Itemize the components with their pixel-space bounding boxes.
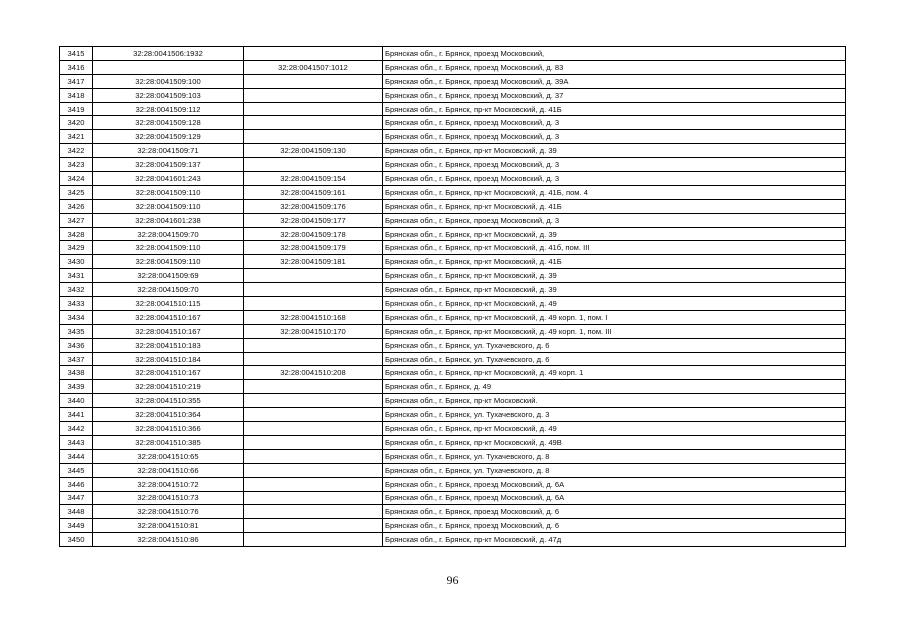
cadastral-number-cell	[93, 60, 244, 74]
cadastral-number-cell: 32:28:0041509:110	[93, 255, 244, 269]
linked-cadastral-number-cell	[244, 74, 383, 88]
row-number-cell: 3422	[60, 144, 93, 158]
address-cell: Брянская обл., г. Брянск, пр-кт Московский, д. 41Б	[383, 199, 846, 213]
linked-cadastral-number-cell	[244, 477, 383, 491]
table-row	[60, 297, 846, 311]
address-cell: Брянская обл., г. Брянск, ул. Тухачевского, д. 3	[383, 408, 846, 422]
table-row	[60, 477, 846, 491]
linked-cadastral-number-cell	[244, 380, 383, 394]
table-row	[60, 463, 846, 477]
address-cell: Брянская обл., г. Брянск, д. 49	[383, 380, 846, 394]
row-number-cell: 3445	[60, 463, 93, 477]
row-number-cell: 3421	[60, 130, 93, 144]
linked-cadastral-number-cell	[244, 422, 383, 436]
linked-cadastral-number-cell: 32:28:0041509:177	[244, 213, 383, 227]
row-number-cell: 3438	[60, 366, 93, 380]
row-number-cell: 3442	[60, 422, 93, 436]
row-number-cell: 3432	[60, 283, 93, 297]
page-number: 96	[446, 573, 459, 587]
cadastral-number-cell: 32:28:0041510:73	[93, 491, 244, 505]
linked-cadastral-number-cell	[244, 47, 383, 61]
row-number-cell: 3447	[60, 491, 93, 505]
cadastral-number-cell: 32:28:0041510:364	[93, 408, 244, 422]
linked-cadastral-number-cell	[244, 297, 383, 311]
linked-cadastral-number-cell: 32:28:0041509:179	[244, 241, 383, 255]
row-number-cell: 3439	[60, 380, 93, 394]
linked-cadastral-number-cell	[244, 408, 383, 422]
row-number-cell: 3449	[60, 519, 93, 533]
cadastral-number-cell: 32:28:0041506:1932	[93, 47, 244, 61]
table-row	[60, 422, 846, 436]
address-cell: Брянская обл., г. Брянск, пр-кт Московский, д. 49 корп. 1, пом. I	[383, 310, 846, 324]
row-number-cell: 3429	[60, 241, 93, 255]
cadastral-number-cell: 32:28:0041509:110	[93, 199, 244, 213]
cadastral-number-cell: 32:28:0041510:355	[93, 394, 244, 408]
cadastral-number-cell: 32:28:0041509:70	[93, 283, 244, 297]
table-row	[60, 449, 846, 463]
address-cell: Брянская обл., г. Брянск, проезд Московский, д. 6А	[383, 491, 846, 505]
cadastral-number-cell: 32:28:0041509:71	[93, 144, 244, 158]
cadastral-number-cell: 32:28:0041601:238	[93, 213, 244, 227]
linked-cadastral-number-cell	[244, 449, 383, 463]
address-cell: Брянская обл., г. Брянск, пр-кт Московский, д. 41Б	[383, 102, 846, 116]
row-number-cell: 3419	[60, 102, 93, 116]
linked-cadastral-number-cell	[244, 491, 383, 505]
linked-cadastral-number-cell	[244, 158, 383, 172]
address-cell: Брянская обл., г. Брянск, пр-кт Московский, д. 47д	[383, 533, 846, 547]
address-cell: Брянская обл., г. Брянск, ул. Тухачевского, д. 6	[383, 352, 846, 366]
row-number-cell: 3417	[60, 74, 93, 88]
address-cell: Брянская обл., г. Брянск, проезд Московский, д. 3	[383, 213, 846, 227]
row-number-cell: 3416	[60, 60, 93, 74]
address-cell: Брянская обл., г. Брянск, ул. Тухачевского, д. 8	[383, 449, 846, 463]
table-row	[60, 47, 846, 61]
table-row	[60, 408, 846, 422]
table-row	[60, 199, 846, 213]
row-number-cell: 3418	[60, 88, 93, 102]
address-cell: Брянская обл., г. Брянск, пр-кт Московский, д. 39	[383, 283, 846, 297]
linked-cadastral-number-cell: 32:28:0041509:154	[244, 172, 383, 186]
address-cell: Брянская обл., г. Брянск, пр-кт Московский, д. 49	[383, 297, 846, 311]
row-number-cell: 3433	[60, 297, 93, 311]
table-row	[60, 172, 846, 186]
address-cell: Брянская обл., г. Брянск, пр-кт Московский, д. 41Б	[383, 255, 846, 269]
linked-cadastral-number-cell	[244, 505, 383, 519]
table-row	[60, 60, 846, 74]
linked-cadastral-number-cell	[244, 352, 383, 366]
table-row	[60, 185, 846, 199]
linked-cadastral-number-cell	[244, 116, 383, 130]
address-cell: Брянская обл., г. Брянск, пр-кт Московский, д. 49 корп. 1, пом. III	[383, 324, 846, 338]
table-row	[60, 144, 846, 158]
cadastral-number-cell: 32:28:0041510:115	[93, 297, 244, 311]
address-cell: Брянская обл., г. Брянск, пр-кт Московский, д. 39	[383, 227, 846, 241]
row-number-cell: 3426	[60, 199, 93, 213]
address-cell: Брянская обл., г. Брянск, проезд Московский, д. 3	[383, 116, 846, 130]
row-number-cell: 3427	[60, 213, 93, 227]
table-row	[60, 505, 846, 519]
table-row	[60, 130, 846, 144]
cadastral-number-cell: 32:28:0041510:366	[93, 422, 244, 436]
cadastral-number-cell: 32:28:0041509:112	[93, 102, 244, 116]
linked-cadastral-number-cell	[244, 519, 383, 533]
cadastral-number-cell: 32:28:0041510:167	[93, 310, 244, 324]
linked-cadastral-number-cell	[244, 102, 383, 116]
address-cell: Брянская обл., г. Брянск, проезд Московский, д. 3	[383, 172, 846, 186]
cadastral-number-cell: 32:28:0041510:66	[93, 463, 244, 477]
cadastral-number-cell: 32:28:0041510:385	[93, 435, 244, 449]
table-row	[60, 519, 846, 533]
table-row	[60, 269, 846, 283]
linked-cadastral-number-cell: 32:28:0041507:1012	[244, 60, 383, 74]
table-row	[60, 255, 846, 269]
linked-cadastral-number-cell: 32:28:0041510:208	[244, 366, 383, 380]
table-row	[60, 310, 846, 324]
address-cell: Брянская обл., г. Брянск, проезд Московский, д. 6	[383, 505, 846, 519]
row-number-cell: 3430	[60, 255, 93, 269]
linked-cadastral-number-cell: 32:28:0041509:176	[244, 199, 383, 213]
address-cell: Брянская обл., г. Брянск, проезд Московский, д. 37	[383, 88, 846, 102]
linked-cadastral-number-cell	[244, 130, 383, 144]
cadastral-number-cell: 32:28:0041509:129	[93, 130, 244, 144]
address-cell: Брянская обл., г. Брянск, пр-кт Московский, д. 39	[383, 144, 846, 158]
table-row	[60, 241, 846, 255]
row-number-cell: 3443	[60, 435, 93, 449]
cadastral-number-cell: 32:28:0041509:110	[93, 241, 244, 255]
table-row	[60, 213, 846, 227]
address-cell: Брянская обл., г. Брянск, ул. Тухачевского, д. 6	[383, 338, 846, 352]
linked-cadastral-number-cell: 32:28:0041510:168	[244, 310, 383, 324]
row-number-cell: 3440	[60, 394, 93, 408]
address-cell: Брянская обл., г. Брянск, проезд Московский, д. 6	[383, 519, 846, 533]
address-cell: Брянская обл., г. Брянск, пр-кт Московский.	[383, 394, 846, 408]
cadastral-number-cell: 32:28:0041510:219	[93, 380, 244, 394]
linked-cadastral-number-cell: 32:28:0041509:161	[244, 185, 383, 199]
linked-cadastral-number-cell	[244, 338, 383, 352]
table-row	[60, 352, 846, 366]
table-row	[60, 491, 846, 505]
cadastral-number-cell: 32:28:0041510:184	[93, 352, 244, 366]
table-row	[60, 366, 846, 380]
address-cell: Брянская обл., г. Брянск, проезд Московский, д. 83	[383, 60, 846, 74]
table-row	[60, 324, 846, 338]
cadastral-table	[59, 46, 846, 547]
address-cell: Брянская обл., г. Брянск, пр-кт Московский, д. 49	[383, 422, 846, 436]
row-number-cell: 3437	[60, 352, 93, 366]
row-number-cell: 3423	[60, 158, 93, 172]
row-number-cell: 3450	[60, 533, 93, 547]
linked-cadastral-number-cell	[244, 533, 383, 547]
cadastral-number-cell: 32:28:0041509:128	[93, 116, 244, 130]
address-cell: Брянская обл., г. Брянск, пр-кт Московский, д. 49 корп. 1	[383, 366, 846, 380]
row-number-cell: 3435	[60, 324, 93, 338]
cadastral-number-cell: 32:28:0041510:167	[93, 324, 244, 338]
linked-cadastral-number-cell	[244, 283, 383, 297]
cadastral-number-cell: 32:28:0041510:81	[93, 519, 244, 533]
cadastral-number-cell: 32:28:0041510:76	[93, 505, 244, 519]
table-row	[60, 116, 846, 130]
row-number-cell: 3420	[60, 116, 93, 130]
linked-cadastral-number-cell: 32:28:0041510:170	[244, 324, 383, 338]
cadastral-number-cell: 32:28:0041510:86	[93, 533, 244, 547]
cadastral-number-cell: 32:28:0041510:65	[93, 449, 244, 463]
table-row	[60, 88, 846, 102]
row-number-cell: 3434	[60, 310, 93, 324]
cadastral-number-cell: 32:28:0041510:183	[93, 338, 244, 352]
row-number-cell: 3428	[60, 227, 93, 241]
address-cell: Брянская обл., г. Брянск, ул. Тухачевского, д. 8	[383, 463, 846, 477]
table-row	[60, 283, 846, 297]
row-number-cell: 3441	[60, 408, 93, 422]
table-row	[60, 74, 846, 88]
table-row	[60, 227, 846, 241]
linked-cadastral-number-cell	[244, 394, 383, 408]
row-number-cell: 3424	[60, 172, 93, 186]
row-number-cell: 3446	[60, 477, 93, 491]
linked-cadastral-number-cell: 32:28:0041509:181	[244, 255, 383, 269]
row-number-cell: 3448	[60, 505, 93, 519]
address-cell: Брянская обл., г. Брянск, проезд Московский, д. 3	[383, 130, 846, 144]
row-number-cell: 3425	[60, 185, 93, 199]
linked-cadastral-number-cell: 32:28:0041509:130	[244, 144, 383, 158]
linked-cadastral-number-cell	[244, 463, 383, 477]
table-row	[60, 158, 846, 172]
table-row	[60, 380, 846, 394]
linked-cadastral-number-cell	[244, 88, 383, 102]
linked-cadastral-number-cell	[244, 269, 383, 283]
row-number-cell: 3444	[60, 449, 93, 463]
table-row	[60, 435, 846, 449]
cadastral-number-cell: 32:28:0041510:167	[93, 366, 244, 380]
address-cell: Брянская обл., г. Брянск, проезд Московский, д. 3	[383, 158, 846, 172]
cadastral-number-cell: 32:28:0041509:70	[93, 227, 244, 241]
cadastral-number-cell: 32:28:0041509:69	[93, 269, 244, 283]
cadastral-number-cell: 32:28:0041509:110	[93, 185, 244, 199]
linked-cadastral-number-cell: 32:28:0041509:178	[244, 227, 383, 241]
cadastral-number-cell: 32:28:0041509:103	[93, 88, 244, 102]
address-cell: Брянская обл., г. Брянск, пр-кт Московский, д. 41Б, пом. 4	[383, 185, 846, 199]
cadastral-number-cell: 32:28:0041601:243	[93, 172, 244, 186]
address-cell: Брянская обл., г. Брянск, пр-кт Московский, д. 41б, пом. III	[383, 241, 846, 255]
cadastral-number-cell: 32:28:0041509:100	[93, 74, 244, 88]
address-cell: Брянская обл., г. Брянск, проезд Московский,	[383, 47, 846, 61]
address-cell: Брянская обл., г. Брянск, пр-кт Московский, д. 49В	[383, 435, 846, 449]
table-body	[60, 47, 846, 547]
row-number-cell: 3431	[60, 269, 93, 283]
address-cell: Брянская обл., г. Брянск, проезд Московский, д. 39А	[383, 74, 846, 88]
row-number-cell: 3415	[60, 47, 93, 61]
table-row	[60, 102, 846, 116]
table-row	[60, 533, 846, 547]
row-number-cell: 3436	[60, 338, 93, 352]
cadastral-number-cell: 32:28:0041509:137	[93, 158, 244, 172]
cadastral-number-cell: 32:28:0041510:72	[93, 477, 244, 491]
address-cell: Брянская обл., г. Брянск, пр-кт Московский, д. 39	[383, 269, 846, 283]
table-row	[60, 338, 846, 352]
linked-cadastral-number-cell	[244, 435, 383, 449]
table-row	[60, 394, 846, 408]
address-cell: Брянская обл., г. Брянск, проезд Московский, д. 6А	[383, 477, 846, 491]
